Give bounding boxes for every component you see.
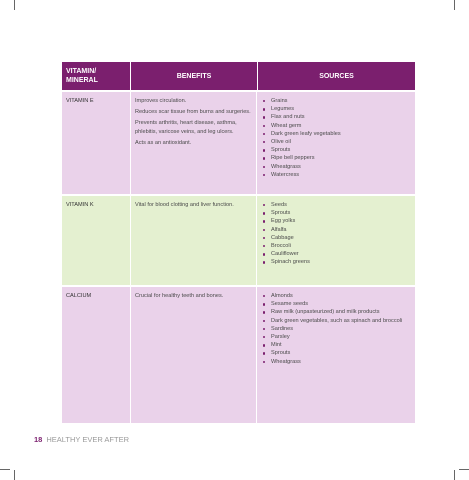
source-item <box>261 154 415 162</box>
source-text: Grains <box>271 98 288 104</box>
running-title: HEALTHY EVER AFTER <box>46 435 130 444</box>
source-text: Legumes <box>271 106 295 113</box>
nutrient-name: VITAMIN K <box>66 202 94 208</box>
table-body <box>62 92 415 425</box>
source-item <box>261 113 415 121</box>
bullet-icon <box>263 166 265 168</box>
bullet-icon <box>263 212 265 214</box>
source-item <box>261 308 415 316</box>
source-text: Sprouts <box>271 147 291 154</box>
source-text: Broccoli <box>271 243 291 250</box>
source-item <box>261 234 415 242</box>
bullet-icon <box>263 174 265 176</box>
source-item <box>261 358 415 366</box>
source-item <box>261 325 415 333</box>
sources-cell <box>256 287 415 423</box>
source-item <box>261 201 415 209</box>
crop-mark <box>0 469 10 470</box>
source-item <box>261 226 415 234</box>
sources-list <box>261 292 415 366</box>
source-text: Olive oil <box>271 139 291 146</box>
bullet-icon <box>263 229 265 231</box>
source-item <box>261 146 415 154</box>
benefits-cell <box>130 196 256 285</box>
crop-mark <box>459 469 469 470</box>
source-item <box>261 292 415 300</box>
source-text: Dark green leafy vegetables <box>271 130 341 137</box>
source-text: Spinach greens <box>271 259 310 266</box>
benefit-text: Prevents arthritis, heart disease, asthma, phlebitis, varicose veins, and leg ulcers. <box>135 120 237 135</box>
sources-list <box>261 201 415 267</box>
benefit-text: Crucial for healthy teeth and bones. <box>135 293 224 299</box>
header-sources: SOURCES <box>257 62 415 90</box>
bullet-icon <box>263 108 265 110</box>
nutrient-table <box>62 62 415 425</box>
source-text: Wheatgrass <box>271 358 301 365</box>
source-item <box>261 97 415 105</box>
source-item <box>261 333 415 341</box>
bullet-icon <box>263 261 265 263</box>
benefit-text: Reduces scar tissue from burns and surgeries. <box>135 109 251 116</box>
benefits-cell <box>130 92 256 194</box>
source-item <box>261 217 415 225</box>
source-item <box>261 163 415 171</box>
source-text: Almonds <box>271 293 293 299</box>
bullet-icon <box>263 149 265 151</box>
source-item <box>261 242 415 250</box>
source-text: Ripe bell peppers <box>271 155 315 162</box>
bullet-icon <box>263 311 265 313</box>
benefit-text: Vital for blood clotting and liver function. <box>135 202 234 208</box>
source-text: Flax and nuts <box>271 114 305 121</box>
source-text: Cabbage <box>271 234 294 241</box>
bullet-icon <box>263 116 265 118</box>
source-item <box>261 209 415 217</box>
bullet-icon <box>263 204 265 206</box>
source-text: Parsley <box>271 334 290 341</box>
source-item <box>261 349 415 357</box>
bullet-icon <box>263 328 265 330</box>
source-text: Wheat germ <box>271 122 302 129</box>
source-text: Raw milk (unpasteurized) and milk products <box>271 309 380 316</box>
table-row <box>62 92 415 196</box>
table-header <box>62 62 415 92</box>
bullet-icon <box>263 352 265 354</box>
bullet-icon <box>263 303 265 305</box>
bullet-icon <box>263 253 265 255</box>
source-text: Sprouts <box>271 350 291 357</box>
bullet-icon <box>263 336 265 338</box>
crop-mark <box>454 0 455 10</box>
source-text: Sesame seeds <box>271 301 309 308</box>
nutrient-name: CALCIUM <box>66 293 92 299</box>
crop-mark <box>14 0 15 10</box>
bullet-icon <box>263 141 265 143</box>
source-text: Sprouts <box>271 210 291 217</box>
header-benefits: BENEFITS <box>130 62 257 90</box>
source-text: Mint <box>271 342 282 349</box>
bullet-icon <box>263 133 265 135</box>
bullet-icon <box>263 237 265 239</box>
source-text: Wheatgrass <box>271 163 301 170</box>
source-item <box>261 105 415 113</box>
bullet-icon <box>263 361 265 363</box>
source-text: Cauliflower <box>271 251 299 258</box>
bullet-icon <box>263 100 265 102</box>
bullet-icon <box>263 320 265 322</box>
source-item <box>261 122 415 130</box>
benefit-text: Improves circulation. <box>135 98 187 104</box>
header-nutrient: VITAMIN/ MINERAL <box>66 68 98 84</box>
table-row <box>62 287 415 425</box>
bullet-icon <box>263 295 265 297</box>
source-text: Watercress <box>271 171 300 178</box>
source-item <box>261 130 415 138</box>
crop-mark <box>14 470 15 480</box>
source-text: Sardines <box>271 325 294 332</box>
page-footer <box>34 435 129 444</box>
bullet-icon <box>263 245 265 247</box>
benefit-text: Acts as an antioxidant. <box>135 139 192 146</box>
source-item <box>261 341 415 349</box>
benefits-cell <box>130 287 256 423</box>
nutrient-name: VITAMIN E <box>66 98 94 104</box>
sources-cell <box>256 92 415 194</box>
crop-mark <box>454 470 455 480</box>
bullet-icon <box>263 344 265 346</box>
sources-cell <box>256 196 415 285</box>
table-row <box>62 196 415 287</box>
source-item <box>261 250 415 258</box>
bullet-icon <box>263 220 265 222</box>
source-item <box>261 317 415 325</box>
bullet-icon <box>263 157 265 159</box>
source-item <box>261 171 415 179</box>
source-text: Seeds <box>271 202 287 208</box>
bullet-icon <box>263 125 265 127</box>
sources-list <box>261 97 415 179</box>
source-item <box>261 300 415 308</box>
source-item <box>261 138 415 146</box>
source-text: Egg yolks <box>271 218 296 225</box>
source-text: Alfalfa <box>271 226 287 233</box>
source-text: Dark green vegetables, such as spinach and broccoli <box>271 317 403 324</box>
page-number: 18 <box>34 435 43 444</box>
source-item <box>261 258 415 266</box>
